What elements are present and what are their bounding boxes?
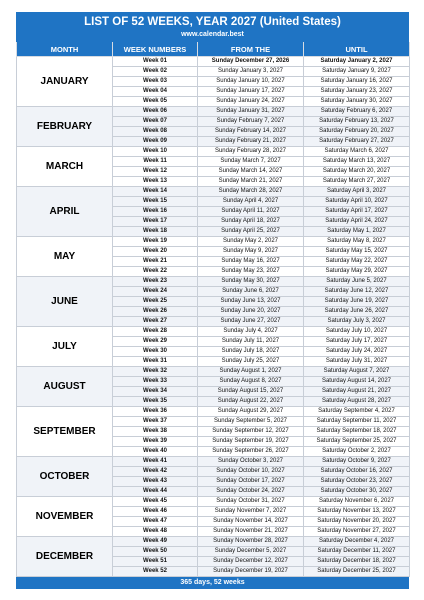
until-date-cell: Saturday February 13, 2027 — [304, 117, 410, 127]
until-date-cell: Saturday April 17, 2027 — [304, 207, 410, 217]
table-row — [17, 237, 410, 247]
week-number-cell: Week 21 — [113, 257, 198, 267]
from-date-cell: Sunday May 2, 2027 — [198, 237, 304, 247]
until-date-cell: Saturday June 5, 2027 — [304, 277, 410, 287]
from-date-cell: Sunday July 11, 2027 — [198, 337, 304, 347]
from-date-cell: Sunday September 5, 2027 — [198, 417, 304, 427]
week-number-cell: Week 46 — [113, 507, 198, 517]
from-date-cell: Sunday November 28, 2027 — [198, 537, 304, 547]
until-date-cell: Saturday September 18, 2027 — [304, 427, 410, 437]
table-header — [17, 42, 410, 57]
week-number-cell: Week 11 — [113, 157, 198, 167]
until-date-cell: Saturday June 26, 2027 — [304, 307, 410, 317]
from-date-cell: Sunday February 28, 2027 — [198, 147, 304, 157]
until-date-cell: Saturday August 14, 2027 — [304, 377, 410, 387]
until-date-cell: Saturday December 18, 2027 — [304, 557, 410, 567]
week-number-cell: Week 26 — [113, 307, 198, 317]
month-cell: NOVEMBER — [17, 497, 113, 537]
until-date-cell: Saturday February 6, 2027 — [304, 107, 410, 117]
week-number-cell: Week 07 — [113, 117, 198, 127]
until-date-cell: Saturday December 4, 2027 — [304, 537, 410, 547]
title-banner — [16, 12, 409, 42]
until-date-cell: Saturday October 23, 2027 — [304, 477, 410, 487]
until-date-cell: Saturday February 20, 2027 — [304, 127, 410, 137]
from-date-cell: Sunday October 31, 2027 — [198, 497, 304, 507]
from-date-cell: Sunday August 15, 2027 — [198, 387, 304, 397]
week-number-cell: Week 08 — [113, 127, 198, 137]
month-cell: AUGUST — [17, 367, 113, 407]
from-date-cell: Sunday March 7, 2027 — [198, 157, 304, 167]
from-date-cell: Sunday July 4, 2027 — [198, 327, 304, 337]
month-cell: OCTOBER — [17, 457, 113, 497]
from-date-cell: Sunday April 4, 2027 — [198, 197, 304, 207]
week-number-cell: Week 35 — [113, 397, 198, 407]
week-number-cell: Week 23 — [113, 277, 198, 287]
week-number-cell: Week 32 — [113, 367, 198, 377]
week-number-cell: Week 52 — [113, 567, 198, 577]
until-date-cell: Saturday January 30, 2027 — [304, 97, 410, 107]
week-number-cell: Week 18 — [113, 227, 198, 237]
until-date-cell: Saturday March 6, 2027 — [304, 147, 410, 157]
until-date-cell: Saturday January 16, 2027 — [304, 77, 410, 87]
from-date-cell: Sunday April 25, 2027 — [198, 227, 304, 237]
week-number-cell: Week 12 — [113, 167, 198, 177]
week-number-cell: Week 06 — [113, 107, 198, 117]
from-date-cell: Sunday December 27, 2026 — [198, 57, 304, 67]
from-date-cell: Sunday December 19, 2027 — [198, 567, 304, 577]
from-date-cell: Sunday May 9, 2027 — [198, 247, 304, 257]
from-date-cell: Sunday November 14, 2027 — [198, 517, 304, 527]
week-number-cell: Week 27 — [113, 317, 198, 327]
table-row — [17, 537, 410, 547]
until-date-cell: Saturday August 21, 2027 — [304, 387, 410, 397]
from-date-cell: Sunday October 24, 2027 — [198, 487, 304, 497]
until-date-cell: Saturday November 6, 2027 — [304, 497, 410, 507]
week-number-cell: Week 49 — [113, 537, 198, 547]
month-cell: DECEMBER — [17, 537, 113, 577]
column-header-until: UNTIL — [304, 42, 410, 57]
until-date-cell: Saturday November 20, 2027 — [304, 517, 410, 527]
until-date-cell: Saturday October 2, 2027 — [304, 447, 410, 457]
until-date-cell: Saturday March 13, 2027 — [304, 157, 410, 167]
from-date-cell: Sunday January 17, 2027 — [198, 87, 304, 97]
website-link[interactable]: www.calendar.best — [181, 31, 244, 38]
page-title: LIST OF 52 WEEKS, YEAR 2027 (United States) — [84, 16, 341, 28]
from-date-cell: Sunday February 21, 2027 — [198, 137, 304, 147]
month-cell: FEBRUARY — [17, 107, 113, 147]
week-number-cell: Week 36 — [113, 407, 198, 417]
until-date-cell: Saturday May 8, 2027 — [304, 237, 410, 247]
from-date-cell: Sunday June 27, 2027 — [198, 317, 304, 327]
month-cell: JULY — [17, 327, 113, 367]
week-number-cell: Week 16 — [113, 207, 198, 217]
from-date-cell: Sunday January 24, 2027 — [198, 97, 304, 107]
until-date-cell: Saturday January 23, 2027 — [304, 87, 410, 97]
week-number-cell: Week 43 — [113, 477, 198, 487]
until-date-cell: Saturday December 11, 2027 — [304, 547, 410, 557]
from-date-cell: Sunday February 14, 2027 — [198, 127, 304, 137]
week-number-cell: Week 13 — [113, 177, 198, 187]
week-list-sheet — [16, 12, 409, 589]
week-number-cell: Week 41 — [113, 457, 198, 467]
from-date-cell: Sunday September 19, 2027 — [198, 437, 304, 447]
until-date-cell: Saturday September 25, 2027 — [304, 437, 410, 447]
until-date-cell: Saturday September 11, 2027 — [304, 417, 410, 427]
table-row — [17, 147, 410, 157]
from-date-cell: Sunday March 28, 2027 — [198, 187, 304, 197]
week-number-cell: Week 39 — [113, 437, 198, 447]
from-date-cell: Sunday June 13, 2027 — [198, 297, 304, 307]
from-date-cell: Sunday November 7, 2027 — [198, 507, 304, 517]
footer-banner — [16, 577, 409, 589]
weeks-table — [16, 42, 410, 577]
until-date-cell: Saturday October 9, 2027 — [304, 457, 410, 467]
until-date-cell: Saturday July 24, 2027 — [304, 347, 410, 357]
from-date-cell: Sunday April 18, 2027 — [198, 217, 304, 227]
until-date-cell: Saturday February 27, 2027 — [304, 137, 410, 147]
until-date-cell: Saturday November 27, 2027 — [304, 527, 410, 537]
from-date-cell: Sunday February 7, 2027 — [198, 117, 304, 127]
until-date-cell: Saturday October 16, 2027 — [304, 467, 410, 477]
until-date-cell: Saturday May 1, 2027 — [304, 227, 410, 237]
from-date-cell: Sunday August 8, 2027 — [198, 377, 304, 387]
week-number-cell: Week 04 — [113, 87, 198, 97]
week-number-cell: Week 25 — [113, 297, 198, 307]
week-number-cell: Week 48 — [113, 527, 198, 537]
from-date-cell: Sunday September 26, 2027 — [198, 447, 304, 457]
week-number-cell: Week 30 — [113, 347, 198, 357]
table-body — [17, 57, 410, 577]
month-cell: MARCH — [17, 147, 113, 187]
until-date-cell: Saturday May 15, 2027 — [304, 247, 410, 257]
month-cell: MAY — [17, 237, 113, 277]
week-number-cell: Week 34 — [113, 387, 198, 397]
until-date-cell: Saturday June 12, 2027 — [304, 287, 410, 297]
week-number-cell: Week 51 — [113, 557, 198, 567]
week-number-cell: Week 17 — [113, 217, 198, 227]
from-date-cell: Sunday November 21, 2027 — [198, 527, 304, 537]
from-date-cell: Sunday July 18, 2027 — [198, 347, 304, 357]
until-date-cell: Saturday August 7, 2027 — [304, 367, 410, 377]
from-date-cell: Sunday July 25, 2027 — [198, 357, 304, 367]
until-date-cell: Saturday April 3, 2027 — [304, 187, 410, 197]
table-row — [17, 327, 410, 337]
week-number-cell: Week 19 — [113, 237, 198, 247]
week-number-cell: Week 31 — [113, 357, 198, 367]
until-date-cell: Saturday January 9, 2027 — [304, 67, 410, 77]
until-date-cell: Saturday December 25, 2027 — [304, 567, 410, 577]
week-number-cell: Week 15 — [113, 197, 198, 207]
week-number-cell: Week 24 — [113, 287, 198, 297]
until-date-cell: Saturday July 31, 2027 — [304, 357, 410, 367]
from-date-cell: Sunday March 21, 2027 — [198, 177, 304, 187]
table-row — [17, 277, 410, 287]
from-date-cell: Sunday May 23, 2027 — [198, 267, 304, 277]
until-date-cell: Saturday April 24, 2027 — [304, 217, 410, 227]
table-row — [17, 457, 410, 467]
week-number-cell: Week 33 — [113, 377, 198, 387]
week-number-cell: Week 29 — [113, 337, 198, 347]
until-date-cell: Saturday April 10, 2027 — [304, 197, 410, 207]
week-number-cell: Week 22 — [113, 267, 198, 277]
week-number-cell: Week 50 — [113, 547, 198, 557]
week-number-cell: Week 09 — [113, 137, 198, 147]
week-number-cell: Week 02 — [113, 67, 198, 77]
month-cell: JANUARY — [17, 57, 113, 107]
until-date-cell: Saturday September 4, 2027 — [304, 407, 410, 417]
until-date-cell: Saturday July 10, 2027 — [304, 327, 410, 337]
from-date-cell: Sunday January 3, 2027 — [198, 67, 304, 77]
until-date-cell: Saturday November 13, 2027 — [304, 507, 410, 517]
table-row — [17, 107, 410, 117]
from-date-cell: Sunday May 16, 2027 — [198, 257, 304, 267]
table-row — [17, 407, 410, 417]
week-number-cell: Week 01 — [113, 57, 198, 67]
from-date-cell: Sunday March 14, 2027 — [198, 167, 304, 177]
from-date-cell: Sunday August 29, 2027 — [198, 407, 304, 417]
week-number-cell: Week 03 — [113, 77, 198, 87]
column-header-week: WEEK NUMBERS — [113, 42, 198, 57]
from-date-cell: Sunday October 10, 2027 — [198, 467, 304, 477]
week-number-cell: Week 44 — [113, 487, 198, 497]
week-number-cell: Week 14 — [113, 187, 198, 197]
column-header-from: FROM THE — [198, 42, 304, 57]
until-date-cell: Saturday May 29, 2027 — [304, 267, 410, 277]
until-date-cell: Saturday March 27, 2027 — [304, 177, 410, 187]
from-date-cell: Sunday January 10, 2027 — [198, 77, 304, 87]
month-cell: APRIL — [17, 187, 113, 237]
column-header-month: MONTH — [17, 42, 113, 57]
week-number-cell: Week 10 — [113, 147, 198, 157]
table-row — [17, 57, 410, 67]
week-number-cell: Week 40 — [113, 447, 198, 457]
until-date-cell: Saturday January 2, 2027 — [304, 57, 410, 67]
from-date-cell: Sunday September 12, 2027 — [198, 427, 304, 437]
from-date-cell: Sunday October 17, 2027 — [198, 477, 304, 487]
until-date-cell: Saturday June 19, 2027 — [304, 297, 410, 307]
week-number-cell: Week 05 — [113, 97, 198, 107]
from-date-cell: Sunday January 31, 2027 — [198, 107, 304, 117]
week-number-cell: Week 45 — [113, 497, 198, 507]
from-date-cell: Sunday May 30, 2027 — [198, 277, 304, 287]
footer-summary: 365 days, 52 weeks — [180, 579, 245, 586]
until-date-cell: Saturday October 30, 2027 — [304, 487, 410, 497]
from-date-cell: Sunday December 12, 2027 — [198, 557, 304, 567]
week-number-cell: Week 42 — [113, 467, 198, 477]
until-date-cell: Saturday March 20, 2027 — [304, 167, 410, 177]
week-number-cell: Week 47 — [113, 517, 198, 527]
month-cell: JUNE — [17, 277, 113, 327]
week-number-cell: Week 37 — [113, 417, 198, 427]
from-date-cell: Sunday June 6, 2027 — [198, 287, 304, 297]
table-row — [17, 367, 410, 377]
week-number-cell: Week 20 — [113, 247, 198, 257]
table-row — [17, 187, 410, 197]
from-date-cell: Sunday June 20, 2027 — [198, 307, 304, 317]
week-number-cell: Week 38 — [113, 427, 198, 437]
from-date-cell: Sunday August 1, 2027 — [198, 367, 304, 377]
from-date-cell: Sunday August 22, 2027 — [198, 397, 304, 407]
until-date-cell: Saturday July 17, 2027 — [304, 337, 410, 347]
from-date-cell: Sunday December 5, 2027 — [198, 547, 304, 557]
until-date-cell: Saturday July 3, 2027 — [304, 317, 410, 327]
table-row — [17, 497, 410, 507]
until-date-cell: Saturday May 22, 2027 — [304, 257, 410, 267]
month-cell: SEPTEMBER — [17, 407, 113, 457]
until-date-cell: Saturday August 28, 2027 — [304, 397, 410, 407]
from-date-cell: Sunday April 11, 2027 — [198, 207, 304, 217]
week-number-cell: Week 28 — [113, 327, 198, 337]
from-date-cell: Sunday October 3, 2027 — [198, 457, 304, 467]
